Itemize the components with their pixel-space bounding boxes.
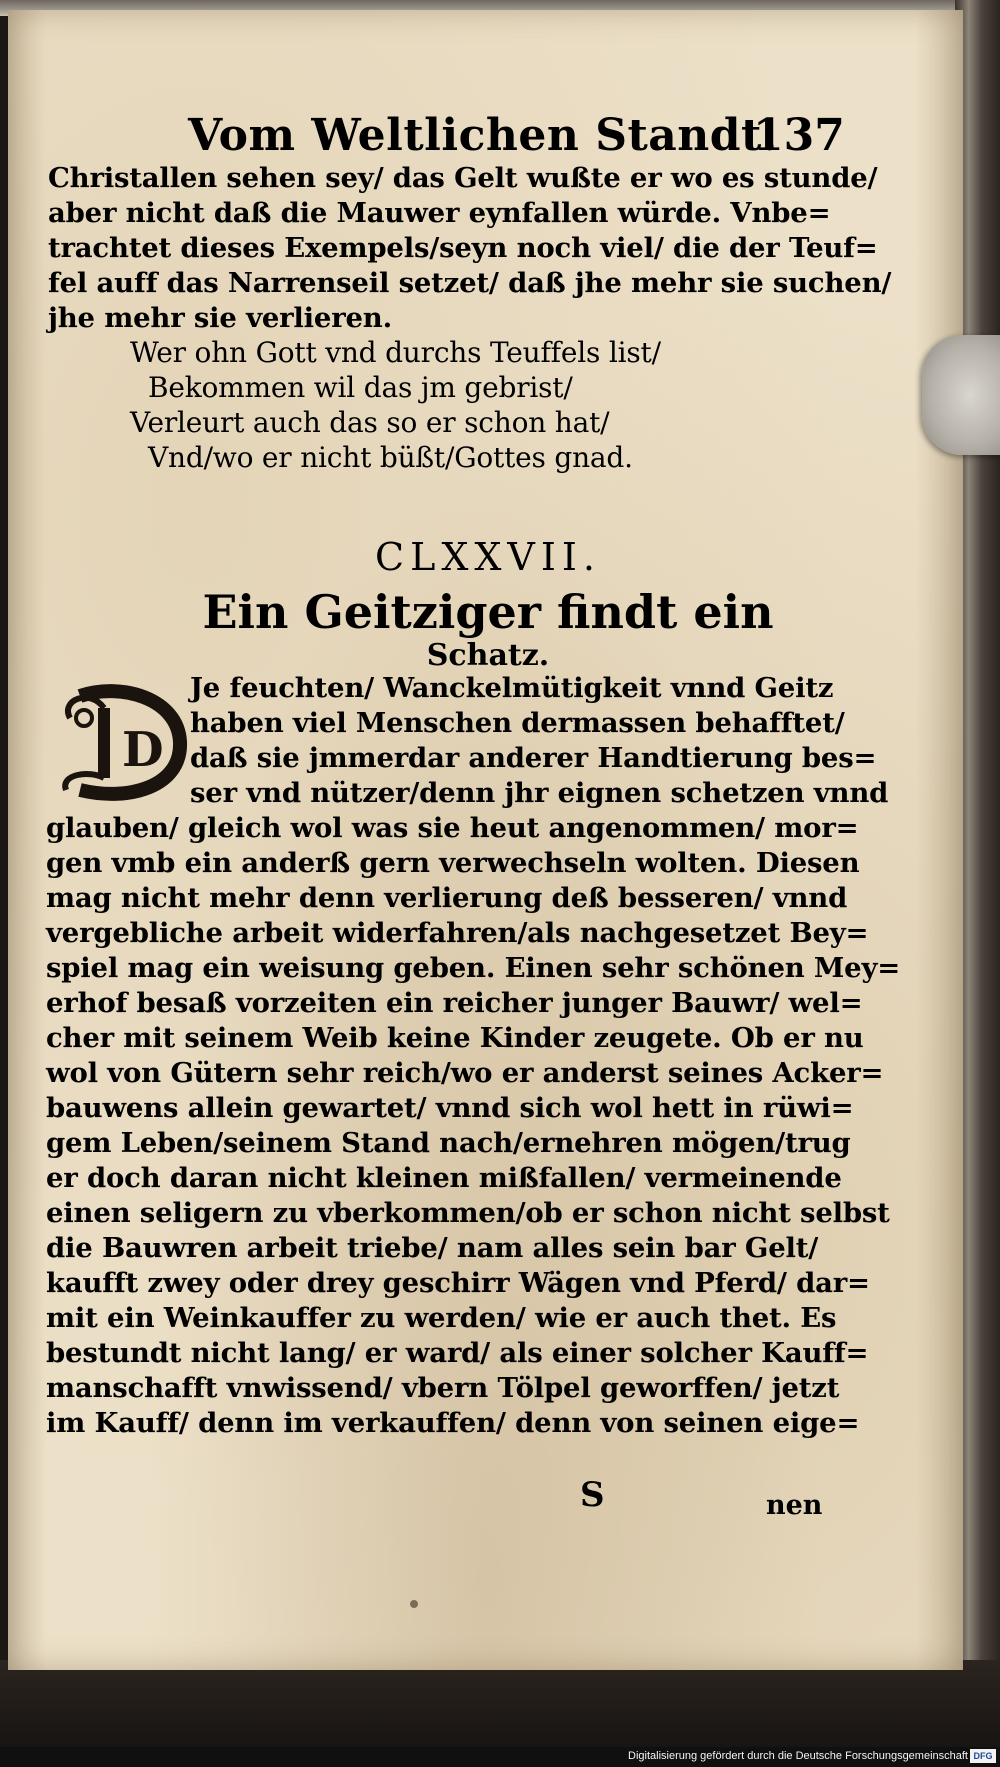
ink-smudge: [410, 1600, 418, 1608]
verse-line: Vnd/wo er nicht büßt/Gottes gnad.: [148, 441, 633, 474]
text-line: manschafft vnwissend/ vbern Tölpel geworffen/ jetzt: [46, 1372, 840, 1404]
verse-line: Wer ohn Gott vnd durchs Teuffels list/: [130, 336, 661, 369]
text-line: spiel mag ein weisung geben. Einen sehr schönen Mey=: [46, 952, 901, 984]
catchword: nen: [766, 1490, 823, 1521]
verse-line: Verleurt auch das so er schon hat/: [130, 406, 610, 439]
text-line: mag nicht mehr denn verlierung deß besseren/ vnnd: [46, 882, 848, 914]
text-line: bestundt nicht lang/ er ward/ als einer solcher Kauff=: [46, 1337, 869, 1369]
text-line: gen vmb ein anderß gern verwechseln wolten. Diesen: [46, 847, 860, 879]
signature-mark: S: [580, 1475, 605, 1515]
text-line: aber nicht daß die Mauwer eynfallen würde. Vnbe=: [48, 197, 831, 229]
text-line: Je feuchten/ Wanckelmütigkeit vnnd Geitz: [190, 672, 834, 704]
svg-text:D: D: [122, 722, 164, 778]
book-page: [8, 10, 963, 1670]
text-line: cher mit seinem Weib keine Kinder zeugete. Ob er nu: [46, 1022, 864, 1054]
text-line: vergebliche arbeit widerfahren/als nachgesetzet Bey=: [46, 917, 869, 949]
decorated-initial: [60, 678, 188, 806]
text-line: die Bauwren arbeit triebe/ nam alles sein bar Gelt/: [46, 1232, 819, 1264]
text-line: im Kauff/ denn im verkauffen/ denn von seinen eige=: [46, 1407, 860, 1439]
chapter-title-continued: Schatz.: [426, 638, 550, 673]
initial-ornament-icon: [60, 678, 188, 806]
text-line: erhof besaß vorzeiten ein reicher junger Bauwr/ wel=: [46, 987, 863, 1019]
text-line: bauwens allein gewartet/ vnnd sich wol hett in rüwi=: [46, 1092, 854, 1124]
text-line: er doch daran nicht kleinen mißfallen/ vermeinende: [46, 1162, 842, 1194]
verse-line: Bekommen wil das jm gebrist/: [148, 371, 573, 404]
page-clip: [922, 335, 1000, 455]
text-line: mit ein Weinkauffer zu werden/ wie er auch thet. Es: [46, 1302, 837, 1334]
text-line: gem Leben/seinem Stand nach/ernehren mögen/trug: [46, 1127, 851, 1159]
chapter-title: Ein Geitziger findt ein: [202, 585, 774, 639]
text-line: wol von Gütern sehr reich/wo er anderst seines Acker=: [46, 1057, 884, 1089]
text-line: kaufft zwey oder drey geschirr Wägen vnd Pferd/ dar=: [46, 1267, 870, 1299]
text-line: ser vnd nützer/denn jhr eignen schetzen vnnd: [190, 777, 889, 809]
page-number: 137: [753, 110, 845, 161]
text-line: haben viel Menschen dermassen behafftet/: [190, 707, 845, 739]
text-line: daß sie jmmerdar anderer Handtierung bes=: [190, 742, 877, 774]
chapter-number: CLXXVII.: [375, 535, 601, 579]
text-line: jhe mehr sie verlieren.: [48, 302, 392, 334]
text-line: trachtet dieses Exempels/seyn noch viel/ die der Teuf=: [48, 232, 878, 264]
funding-credit: Digitalisierung gefördert durch die Deutsche Forschungsgemeinschaft: [628, 1750, 968, 1762]
text-line: glauben/ gleich wol was sie heut angenommen/ mor=: [46, 812, 859, 844]
running-head: Vom Weltlichen Standt.: [188, 110, 778, 161]
text-line: einen seligern zu vberkommen/ob er schon nicht selbst: [46, 1197, 890, 1229]
dfg-logo-icon: DFG: [970, 1749, 996, 1763]
text-line: Christallen sehen sey/ das Gelt wußte er wo es stunde/: [48, 162, 878, 194]
text-line: fel auff das Narrenseil setzet/ daß jhe mehr sie suchen/: [48, 267, 892, 299]
